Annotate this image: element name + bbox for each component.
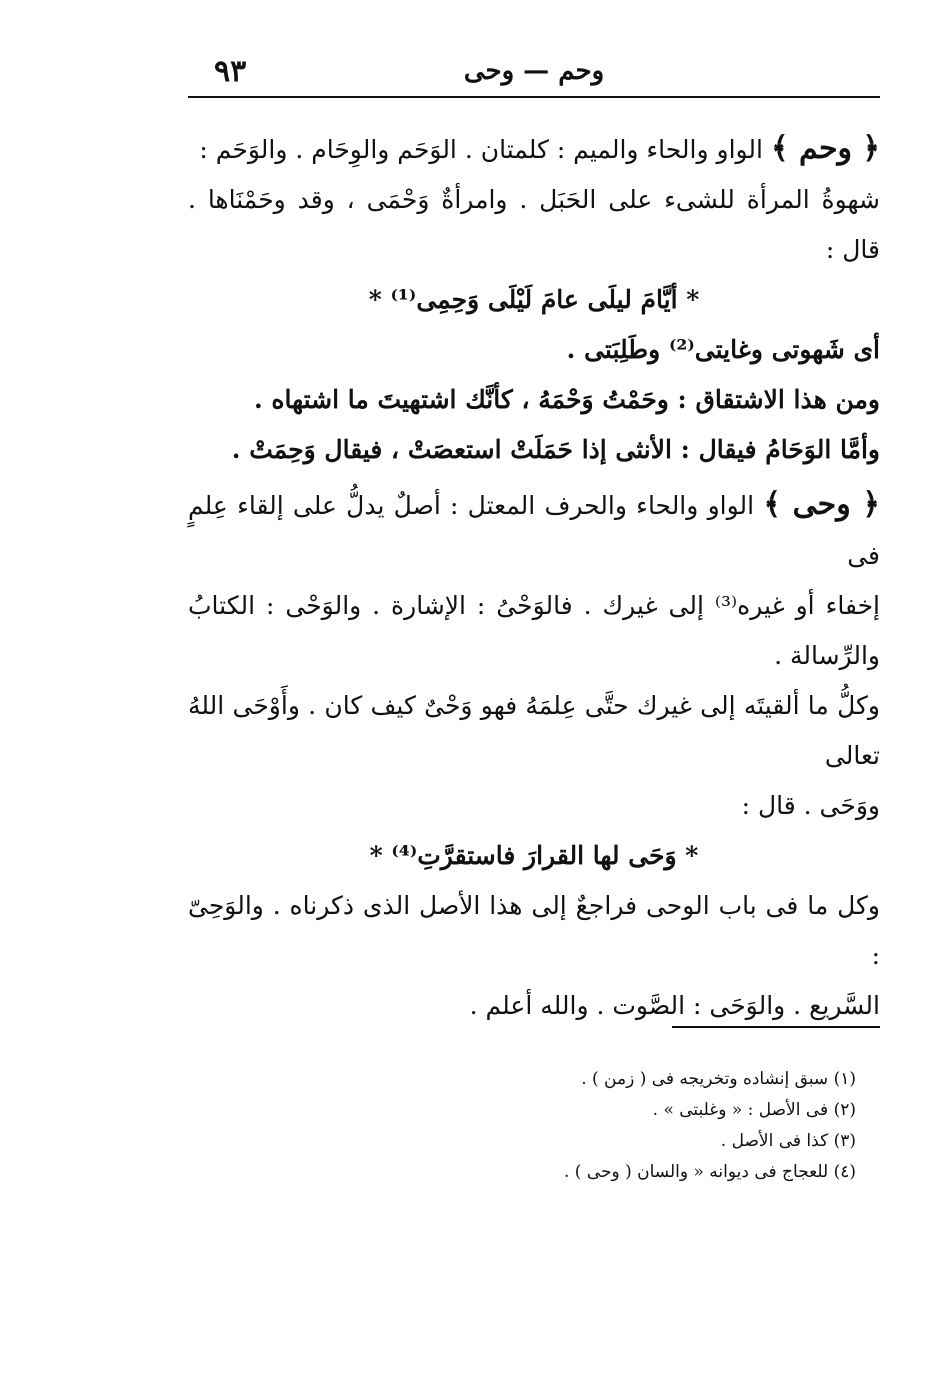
headword-wahy: ﴿ وحى ﴾ [763,487,880,522]
page-header [188,48,880,98]
entry-wahy-line-2: إخفاء أو غيره⁽³⁾ إلى غيرك . فالوَحْىُ : الإشارة . والوَحْى : الكتابُ والرِّسالة . [188,591,880,670]
footnote-2: (٢) فى الأصل : « وغلبتى » . [652,1100,856,1120]
footnote-1: (١) سبق إنشاده وتخريجه فى ( زمن ) . [581,1069,856,1089]
entry-wahy-line-6: السَّريع . والوَحَى : الصَّوت . والله أعلم . [469,991,880,1020]
footnote-3: (٣) كذا فى الأصل . [720,1131,856,1151]
footnote-4: (٤) للعجاج فى ديوانه « والسان ( وحى ) . [563,1162,856,1182]
entry-wahm-line-5: وأمَّا الوَحَامُ فيقال : الأنثى إذا حَمَلَتْ استعصَتْ ، فيقال وَحِمَتْ . [231,435,880,464]
entry-wahm [188,124,880,475]
entry-wahm-line-3: أى شَهوتى وغايتى⁽²⁾ وطَلِبَتى . [566,335,880,364]
entry-wahy-text-1: الواو والحاء والحرف المعتل : أصلٌ يدلُّ على إلقاء عِلمٍ فى [188,491,880,570]
running-title: وحم — وحى [463,56,605,86]
footnote-divider [672,1026,880,1028]
entry-wahy [188,480,880,1031]
verse-wahy: * وَحَى لها القرارَ فاستقرَّتِ⁽⁴⁾ * [369,841,699,870]
entry-wahy-line-3: وكلُّ ما ألقيتَه إلى غيرك حتَّى عِلمَهُ فهو وَحْىٌ كيف كان . وأَوْحَى اللهُ تعالى [188,691,880,770]
page-number: ٩٣ [214,54,247,89]
headword-wahm: ﴿ وحم ﴾ [770,131,880,166]
entry-wahy-line-4: ووَحَى . قال : [741,791,880,820]
footnotes [356,1064,856,1188]
entry-wahy-line-1 [188,480,880,581]
entry-wahm-line-2: شهوةُ المرأة للشىء على الحَبَل . وامرأةٌ وَحْمَى ، وقد وحَمْنَاها . قال : [188,185,880,264]
verse-wahm: * أيَّامَ ليلَى عامَ لَيْلَى وَحِمِى⁽¹⁾ * [368,285,700,314]
entry-wahy-line-5: وكل ما فى باب الوحى فراجعٌ إلى هذا الأصل الذى ذكرناه . والوَحِىّ : [188,891,880,970]
entry-wahm-line-4: ومن هذا الاشتقاق : وحَمْتُ وَحْمَهُ ، كأنَّك اشتهيتَ ما اشتهاه . [253,385,880,414]
entry-wahm-line-1 [188,124,880,175]
entry-wahm-text-1: الواو والحاء والميم : كلمتان . الوَحَم والوِحَام . والوَحَم : [199,135,763,164]
